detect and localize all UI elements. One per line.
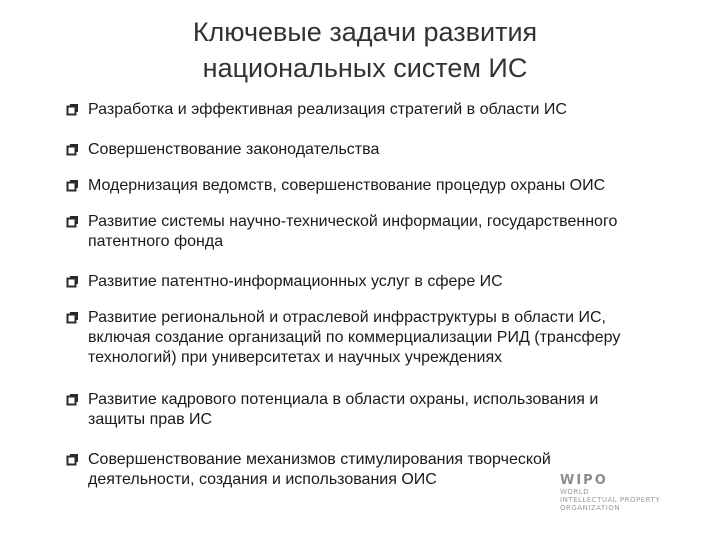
wipo-logo-mark: WIPO	[560, 473, 608, 488]
slide-title	[100, 14, 630, 86]
bullet-text-line: Развитие системы научно-технической информации, государственного	[88, 213, 618, 230]
bullet-marker-icon	[66, 276, 78, 288]
wipo-logo-line-2: INTELLECTUAL PROPERTY	[560, 496, 661, 504]
bullet-text-line: Модернизация ведомств, совершенствование процедур охраны ОИС	[88, 177, 606, 194]
bullet-text-line: Развитие региональной и отраслевой инфраструктуры в области ИС,	[88, 309, 606, 326]
bullet-text-line: технологий) при университетах и научных учреждениях	[88, 349, 503, 366]
wipo-logo	[560, 474, 700, 518]
bullet-text-line: патентного фонда	[88, 233, 224, 250]
bullet-item	[60, 308, 720, 368]
bullet-marker-icon	[66, 216, 78, 228]
bullet-text-line: защиты прав ИС	[88, 411, 213, 428]
bullet-text-line: Разработка и эффективная реализация стратегий в области ИС	[88, 101, 567, 118]
bullet-marker-icon	[66, 454, 78, 466]
bullet-item	[60, 100, 720, 120]
bullet-text-line: деятельности, создания и использования ОИС	[88, 471, 437, 488]
bullet-item	[60, 212, 720, 252]
bullet-item	[60, 176, 720, 196]
bullet-marker-icon	[66, 394, 78, 406]
bullet-marker-icon	[66, 104, 78, 116]
wipo-logo-line-1: WORLD	[560, 488, 590, 496]
slide-title-line-2: национальных систем ИС	[202, 53, 528, 83]
bullet-text-line: включая создание организаций по коммерциализации РИД (трансферу	[88, 329, 621, 346]
slide-title-line-1: Ключевые задачи развития	[192, 17, 538, 47]
bullet-text-line: Совершенствование законодательства	[88, 141, 380, 158]
wipo-logo-line-3: ORGANIZATION	[560, 504, 621, 512]
bullet-marker-icon	[66, 144, 78, 156]
bullet-item	[60, 272, 720, 292]
bullet-text-line: Совершенствование механизмов стимулирования творческой	[88, 451, 551, 468]
bullet-marker-icon	[66, 312, 78, 324]
bullet-item	[60, 390, 720, 430]
bullet-marker-icon	[66, 180, 78, 192]
bullet-text-line: Развитие кадрового потенциала в области охраны, использования и	[88, 391, 599, 408]
bullet-item	[60, 140, 720, 160]
bullet-text-line: Развитие патентно-информационных услуг в сфере ИС	[88, 273, 503, 290]
